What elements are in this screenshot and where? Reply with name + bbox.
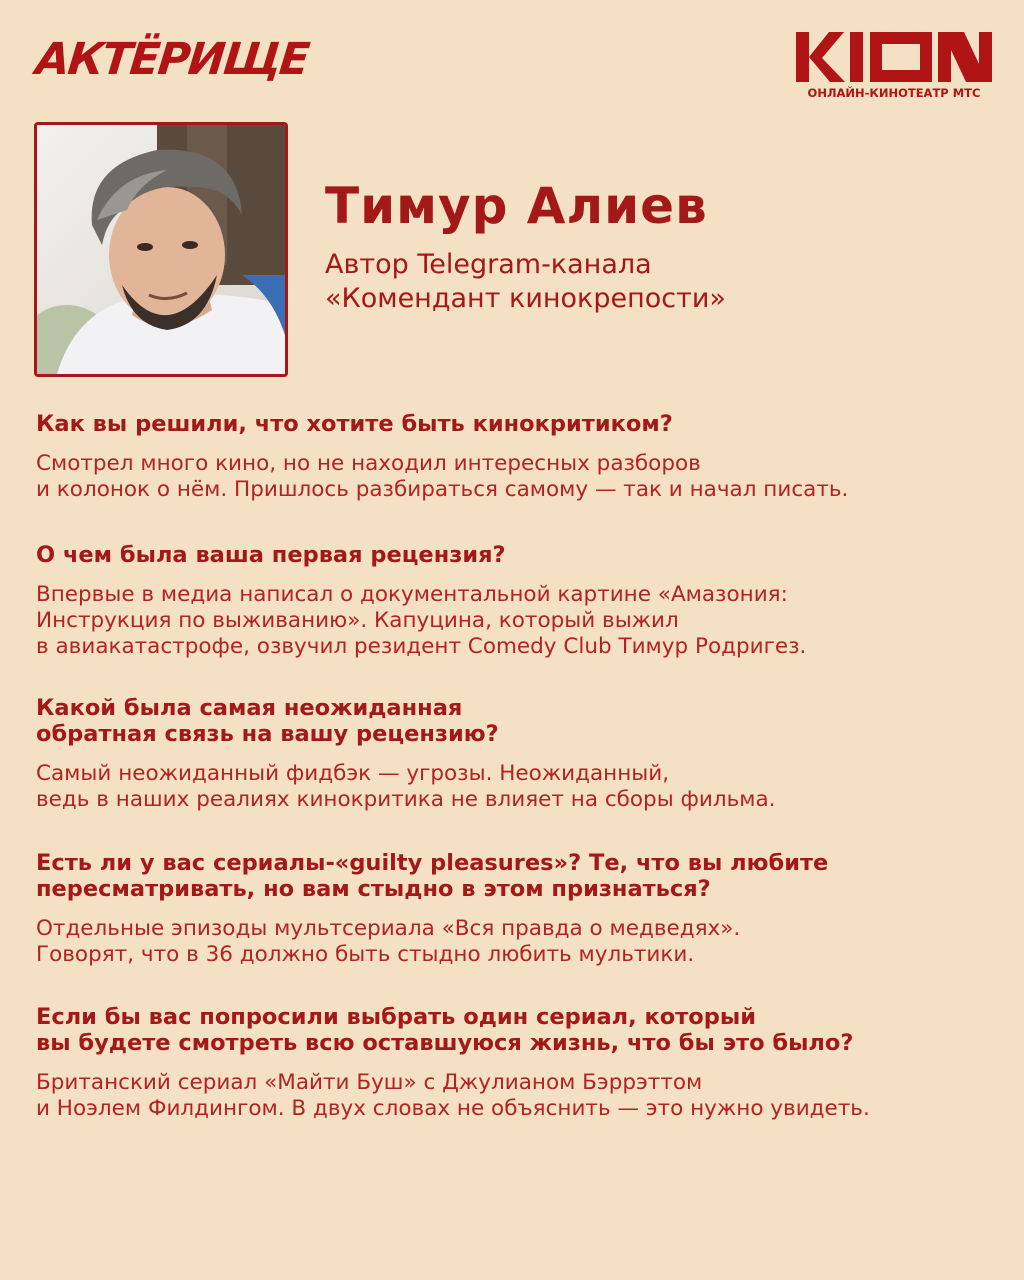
question — [36, 411, 1000, 437]
person-name: Тимур Алиев — [325, 177, 708, 235]
person-role-line: «Комендант кинокрепости» — [325, 283, 726, 314]
person-role — [325, 248, 726, 316]
answer-line: и Ноэлем Филдингом. В двух словах не объяснить — это нужно увидеть. — [36, 1096, 870, 1121]
question-line: Если бы вас попросили выбрать один сериал, который — [36, 1004, 756, 1030]
question — [36, 695, 1000, 747]
answer — [36, 1070, 1000, 1122]
question-line: Как вы решили, что хотите быть кинокритиком? — [36, 411, 673, 437]
qa-item-1 — [36, 411, 1000, 503]
answer-line: Самый неожиданный фидбэк — угрозы. Неожиданный, — [36, 761, 670, 786]
answer — [36, 916, 1000, 968]
qa-item-5 — [36, 1004, 1000, 1122]
kion-logo-icon — [796, 30, 992, 84]
question-line: вы будете смотреть всю оставшуюся жизнь, что бы это было? — [36, 1030, 854, 1056]
brand-logo: АКТЁРИЩЕ — [33, 34, 311, 85]
question-line: Есть ли у вас сериалы-«guilty pleasures»? Те, что вы любите — [36, 850, 829, 876]
author-photo — [34, 122, 288, 377]
answer — [36, 582, 1000, 660]
portrait-image — [37, 125, 285, 374]
partner-logo — [796, 30, 992, 100]
qa-item-2 — [36, 542, 1000, 660]
person-role-line: Автор Telegram-канала — [325, 249, 652, 280]
answer-line: и колонок о нём. Пришлось разбираться самому — так и начал писать. — [36, 477, 849, 502]
qa-item-3 — [36, 695, 1000, 813]
answer-line: Инструкция по выживанию». Капуцина, который выжил — [36, 608, 679, 633]
qa-item-4 — [36, 850, 1000, 968]
answer-line: Говорят, что в 36 должно быть стыдно любить мультики. — [36, 942, 695, 967]
answer — [36, 761, 1000, 813]
question-line: О чем была ваша первая рецензия? — [36, 542, 506, 568]
answer-line: Впервые в медиа написал о документальной картине «Амазония: — [36, 582, 788, 607]
answer-line: Смотрел много кино, но не находил интересных разборов — [36, 451, 701, 476]
answer-line: ведь в наших реалиях кинокритика не влияет на сборы фильма. — [36, 787, 776, 812]
question — [36, 1004, 1000, 1056]
question — [36, 850, 1000, 902]
question-line: обратная связь на вашу рецензию? — [36, 721, 499, 747]
answer-line: в авиакатастрофе, озвучил резидент Comedy Club Тимур Родригез. — [36, 634, 807, 659]
question — [36, 542, 1000, 568]
partner-tagline: ОНЛАЙН-КИНОТЕАТР МТС — [807, 86, 981, 100]
question-line: Какой была самая неожиданная — [36, 695, 463, 721]
question-line: пересматривать, но вам стыдно в этом признаться? — [36, 876, 711, 902]
answer-line: Британский сериал «Майти Буш» с Джулианом Бэррэттом — [36, 1070, 703, 1095]
answer — [36, 451, 1000, 503]
answer-line: Отдельные эпизоды мультсериала «Вся правда о медведях». — [36, 916, 741, 941]
